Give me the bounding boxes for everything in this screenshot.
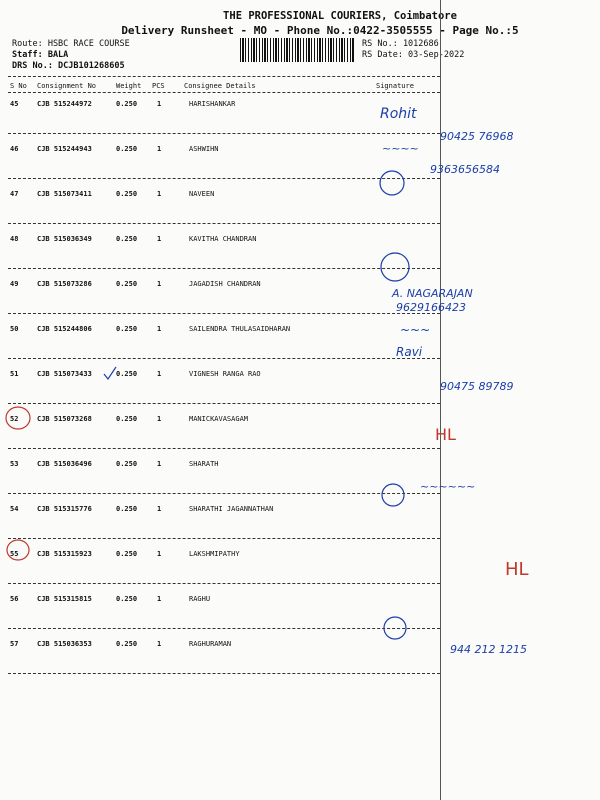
row-consignee-name: SHARATH (189, 460, 219, 468)
row-pcs: 1 (157, 640, 162, 648)
signature-row45: Rohit (380, 106, 417, 122)
row-weight: 0.250 (116, 280, 138, 288)
row-consignee-name: HARISHANKAR (189, 100, 236, 108)
row-sno: 46 (10, 145, 19, 153)
row-sno: 49 (10, 280, 19, 288)
row-weight: 0.250 (116, 190, 138, 198)
signature-row53: ~~~~~~ (420, 480, 476, 493)
row-consignee-name: ASHWIHN (189, 145, 219, 153)
row-divider (8, 493, 440, 494)
row-consignee-name: SAILENDRA THULASAIDHARAN (189, 325, 291, 333)
drs-number: DRS No.: DCJB101268605 (12, 61, 125, 71)
row-consignee-name: JAGADISH CHANDRAN (189, 280, 261, 288)
check-mark-row51 (104, 367, 116, 379)
header-divider-top (8, 76, 440, 77)
row-consignment-no: CJB 515036353 (37, 640, 92, 648)
row-pcs: 1 (157, 235, 162, 243)
row-divider (8, 538, 440, 539)
row-divider (8, 403, 440, 404)
phone-row46: 9363656584 (430, 163, 500, 176)
row-divider (8, 133, 440, 134)
header-divider-bottom (8, 92, 440, 93)
phone-row49: 9629166423 (396, 301, 466, 314)
row-sno: 54 (10, 505, 19, 513)
route-label: Route: HSBC RACE COURSE (12, 39, 130, 49)
row-consignment-no: CJB 515073411 (37, 190, 92, 198)
hl-mark-row52: HL (435, 425, 456, 444)
row-weight: 0.250 (116, 595, 138, 603)
col-header-sno: S No (10, 82, 27, 90)
col-header-consignee: Consignee Details (184, 82, 256, 90)
row-consignment-no: CJB 515244806 (37, 325, 92, 333)
row-sno: 47 (10, 190, 19, 198)
row-consignee-name: KAVITHA CHANDRAN (189, 235, 257, 243)
row-pcs: 1 (157, 145, 162, 153)
fold-line (440, 0, 441, 800)
row-weight: 0.250 (116, 370, 138, 378)
row-pcs: 1 (157, 100, 162, 108)
row-divider (8, 313, 440, 314)
stamp-circle-row48 (381, 253, 409, 281)
handwritten-annotations (370, 75, 600, 705)
row-weight: 0.250 (116, 145, 138, 153)
row-consignment-no: CJB 515073286 (37, 280, 92, 288)
stamp-circle-row53 (382, 484, 404, 506)
row-sno: 55 (10, 550, 19, 558)
row-sno: 48 (10, 235, 19, 243)
phone-row51: 90475 89789 (440, 380, 514, 393)
row-consignee-name: VIGNESH RANGA RAO (189, 370, 261, 378)
row-consignee-name: MANICKAVASAGAM (189, 415, 249, 423)
row-sno: 53 (10, 460, 19, 468)
row-weight: 0.250 (116, 640, 138, 648)
row-divider (8, 628, 440, 629)
row-weight: 0.250 (116, 415, 138, 423)
row-pcs: 1 (157, 550, 162, 558)
row-sno: 45 (10, 100, 19, 108)
row-weight: 0.250 (116, 235, 138, 243)
note-row50: Ravi (396, 345, 423, 359)
row-consignment-no: CJB 515036349 (37, 235, 92, 243)
row-consignment-no: CJB 515315923 (37, 550, 92, 558)
row-consignee-name: RAGHURAMAN (189, 640, 232, 648)
row-consignee-name: RAGHU (189, 595, 211, 603)
sign-row50: ~~~ (400, 323, 431, 337)
col-header-signature: Signature (376, 82, 414, 90)
col-header-pcs: PCS (152, 82, 165, 90)
row-weight: 0.250 (116, 460, 138, 468)
row-weight: 0.250 (116, 100, 138, 108)
row-consignment-no: CJB 515244943 (37, 145, 92, 153)
col-header-consignment: Consignment No (37, 82, 97, 90)
row-pcs: 1 (157, 415, 162, 423)
rs-number: RS No.: 1012686 (362, 39, 439, 49)
row-consignment-no: CJB 515073268 (37, 415, 92, 423)
row-consignment-no: CJB 515244972 (37, 100, 92, 108)
row-pcs: 1 (157, 460, 162, 468)
row-pcs: 1 (157, 325, 162, 333)
row-weight: 0.250 (116, 505, 138, 513)
row-pcs: 1 (157, 370, 162, 378)
row-divider (8, 358, 440, 359)
barcode (240, 38, 355, 62)
row-pcs: 1 (157, 505, 162, 513)
row-sno: 56 (10, 595, 19, 603)
signature-row46: ~~~~ (382, 142, 419, 155)
row-consignee-name: LAKSHMIPATHY (189, 550, 240, 558)
row-pcs: 1 (157, 190, 162, 198)
row-divider (8, 448, 440, 449)
col-header-weight: Weight (116, 82, 142, 90)
row-divider (8, 268, 440, 269)
row-pcs: 1 (157, 595, 162, 603)
row-consignment-no: CJB 515315776 (37, 505, 92, 513)
row-sno: 51 (10, 370, 19, 378)
row-divider (8, 223, 440, 224)
rs-date: RS Date: 03-Sep-2022 (362, 50, 465, 60)
row-weight: 0.250 (116, 550, 138, 558)
row-weight: 0.250 (116, 325, 138, 333)
row-divider (8, 673, 440, 674)
row-pcs: 1 (157, 280, 162, 288)
hl-mark-row55: HL (505, 559, 529, 580)
row-divider (8, 583, 440, 584)
row-sno: 52 (10, 415, 19, 423)
row-consignment-no: CJB 515315815 (37, 595, 92, 603)
row-sno: 57 (10, 640, 19, 648)
row-divider (8, 178, 440, 179)
stamp-circle-row47 (380, 171, 404, 195)
phone-row56: 944 212 1215 (450, 643, 527, 656)
row-consignment-no: CJB 515073433 (37, 370, 92, 378)
phone-row45: 90425 76968 (440, 130, 514, 143)
row-consignee-name: NAVEEN (189, 190, 215, 198)
row-sno: 50 (10, 325, 19, 333)
runsheet-title: Delivery Runsheet - MO - Phone No.:0422-3505555 - Page No.:5 (121, 24, 519, 37)
company-title: THE PROFESSIONAL COURIERS, Coimbatore (223, 10, 457, 22)
name-row49: A. NAGARAJAN (392, 287, 473, 300)
row-consignment-no: CJB 515036496 (37, 460, 92, 468)
staff-label: Staff: BALA (12, 50, 69, 60)
row-consignee-name: SHARATHI JAGANNATHAN (189, 505, 274, 513)
